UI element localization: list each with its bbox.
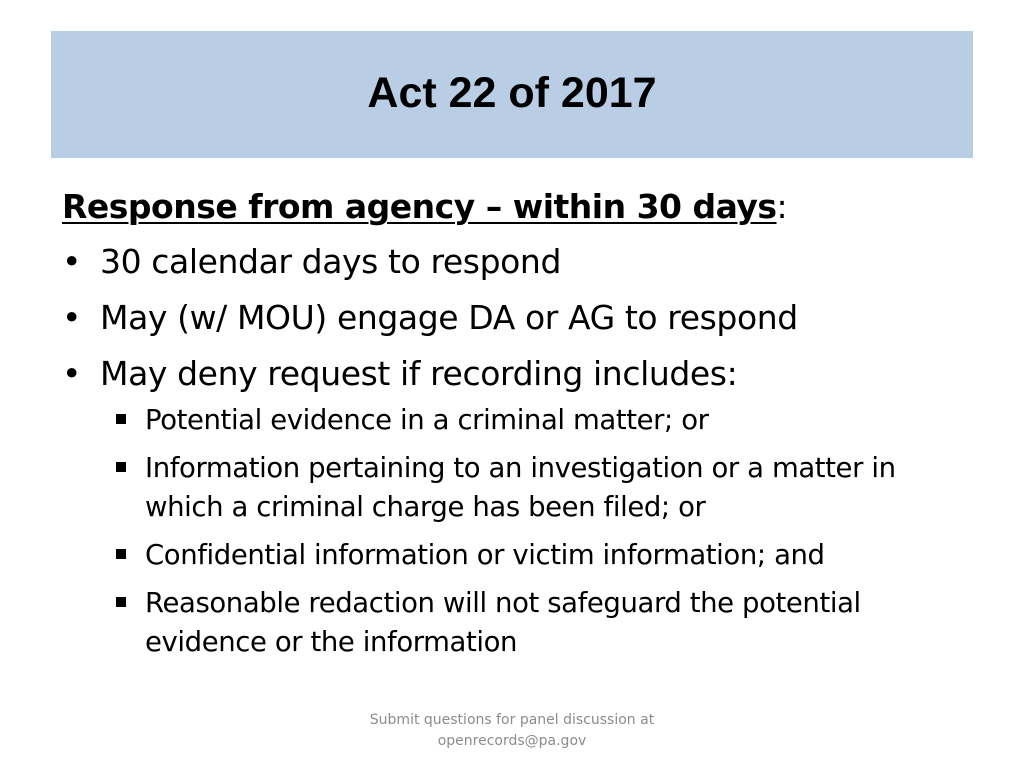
- sub-bullet-item: [100, 449, 982, 527]
- bullet-list: [62, 239, 982, 662]
- bullet-text: 30 calendar days to respond: [100, 242, 561, 281]
- slide-title: Act 22 of 2017: [367, 69, 657, 117]
- bullet-text: May deny request if recording includes:: [100, 354, 738, 393]
- footer-email-link[interactable]: openrecords@pa.gov: [437, 733, 587, 749]
- sub-bullet-text: Reasonable redaction will not safeguard the potential evidence or the information: [145, 587, 861, 658]
- square-bullet-icon: [116, 414, 126, 424]
- slide-footer: [312, 710, 712, 752]
- footer-line-1: Submit questions for panel discussion at: [369, 712, 655, 728]
- sub-bullet-list: [100, 401, 982, 662]
- sub-bullet-text: Confidential information or victim information; and: [145, 539, 825, 571]
- bullet-dot-icon: •: [62, 298, 82, 337]
- bullet-item: [62, 351, 982, 662]
- square-bullet-icon: [116, 462, 126, 472]
- slide-body: [62, 184, 982, 672]
- sub-bullet-item: [100, 401, 982, 440]
- bullet-item: [62, 239, 982, 285]
- section-heading-text: Response from agency – within 30 days: [62, 187, 777, 226]
- sub-bullet-item: [100, 536, 982, 575]
- bullet-item: [62, 295, 982, 341]
- section-heading-colon: :: [776, 187, 788, 226]
- sub-bullet-text: Potential evidence in a criminal matter; or: [145, 404, 709, 436]
- section-heading: [62, 184, 982, 230]
- sub-bullet-text: Information pertaining to an investigation or a matter in which a criminal charge has been filed; or: [145, 452, 896, 523]
- bullet-dot-icon: •: [62, 354, 82, 393]
- bullet-text: May (w/ MOU) engage DA or AG to respond: [100, 298, 798, 337]
- square-bullet-icon: [116, 549, 126, 559]
- title-banner: [51, 31, 973, 158]
- sub-bullet-item: [100, 584, 982, 662]
- square-bullet-icon: [116, 597, 126, 607]
- bullet-dot-icon: •: [62, 242, 82, 281]
